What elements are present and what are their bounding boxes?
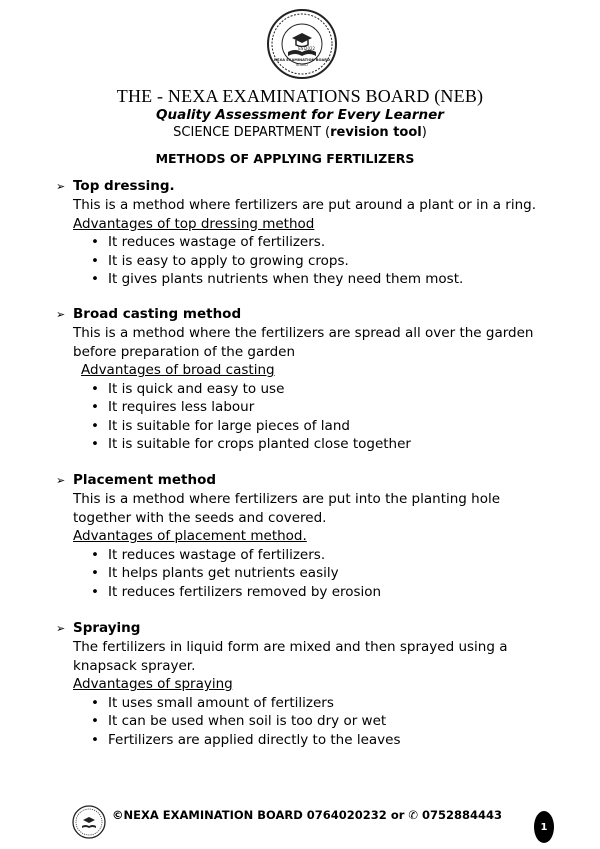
bullet-icon: • <box>91 234 99 250</box>
list-item-text: It is suitable for crops planted close together <box>108 436 411 452</box>
list-item <box>91 564 556 583</box>
section-description: The fertilizers in liquid form are mixed and then sprayed using a knapsack sprayer. <box>73 639 508 674</box>
list-item-text: It requires less labour <box>108 399 255 415</box>
advantages-heading: Advantages of spraying <box>73 676 233 692</box>
bullet-icon: • <box>91 380 99 397</box>
advantages-list <box>91 233 556 289</box>
list-item <box>91 252 556 271</box>
list-item-text: It reduces wastage of fertilizers. <box>108 234 326 250</box>
arrow-bullet-icon: ➢ <box>56 622 66 635</box>
list-item-text: It uses small amount of fertilizers <box>108 694 334 711</box>
list-item-text: It gives plants nutrients when they need them most. <box>108 271 464 287</box>
section-broad-casting <box>56 305 556 454</box>
list-item-text: It is suitable for large pieces of land <box>108 417 350 434</box>
section-placement <box>56 471 556 601</box>
list-item <box>91 731 556 750</box>
advantages-list <box>91 546 556 602</box>
section-heading <box>56 619 556 638</box>
bullet-icon: • <box>91 399 99 415</box>
list-item-text: It is quick and easy to use <box>108 380 285 397</box>
board-seal-logo <box>266 8 338 80</box>
list-item <box>91 712 556 731</box>
list-item <box>91 233 556 252</box>
bullet-icon: • <box>91 713 99 729</box>
advantages-heading: Advantages of broad casting <box>81 362 275 378</box>
department-suffix: ) <box>421 125 427 140</box>
section-heading <box>56 305 556 324</box>
bullet-icon: • <box>91 271 99 287</box>
document-title: METHODS OF APPLYING FERTILIZERS <box>155 151 415 166</box>
bullet-icon: • <box>91 694 99 711</box>
section-spraying <box>56 619 556 749</box>
arrow-bullet-icon: ➢ <box>56 308 66 321</box>
department-prefix: SCIENCE DEPARTMENT ( <box>173 125 331 140</box>
list-item-text: Fertilizers are applied directly to the leaves <box>108 731 401 748</box>
seal-year-text: 2022 <box>304 46 316 51</box>
footer-copyright: ©NEXA EXAMINATION BOARD 0764020232 or ✆ 0752884443 <box>112 808 503 822</box>
bullet-icon: • <box>91 417 99 434</box>
advantages-list <box>91 380 556 454</box>
list-item <box>91 583 556 602</box>
section-description: This is a method where fertilizers are put around a plant or in a ring. <box>73 197 536 213</box>
list-item <box>91 380 556 399</box>
seal-sub-text: BOARD <box>296 63 308 67</box>
tagline: Quality Assessment for Every Learner <box>156 107 444 123</box>
board-title: THE - NEXA EXAMINATIONS BOARD (NEB) <box>116 86 484 106</box>
page-number-badge: 1 <box>534 811 554 843</box>
section-heading <box>56 471 556 490</box>
advantages-list <box>91 694 556 750</box>
list-item-text: It reduces fertilizers removed by erosion <box>108 583 382 600</box>
section-heading-text: Spraying <box>73 620 141 636</box>
section-heading <box>56 177 556 196</box>
list-item <box>91 398 556 417</box>
bullet-icon: • <box>91 546 99 563</box>
seal-name-text: NEXA EXAMINATION BOARD <box>273 58 331 62</box>
arrow-bullet-icon: ➢ <box>56 180 66 193</box>
section-heading-text: Top dressing. <box>73 178 175 194</box>
bullet-icon: • <box>91 583 99 600</box>
section-description: This is a method where fertilizers are put into the planting hole together with the seeds and covered. <box>73 491 501 526</box>
footer-seal-logo <box>72 805 106 839</box>
list-item <box>91 546 556 565</box>
section-top-dressing <box>56 177 556 289</box>
list-item <box>91 417 556 436</box>
section-heading-text: Placement method <box>73 472 217 488</box>
list-item-text: It reduces wastage of fertilizers. <box>108 546 326 563</box>
arrow-bullet-icon: ➢ <box>56 474 66 487</box>
section-heading-text: Broad casting method <box>73 306 242 322</box>
list-item-text: It is easy to apply to growing crops. <box>108 252 349 269</box>
bullet-icon: • <box>91 565 99 581</box>
list-item-text: It helps plants get nutrients easily <box>108 565 339 581</box>
list-item <box>91 694 556 713</box>
advantages-heading: Advantages of top dressing method <box>73 215 315 232</box>
bullet-icon: • <box>91 252 99 269</box>
department-bold: revision tool <box>330 125 422 140</box>
department-line <box>0 125 600 140</box>
bullet-icon: • <box>91 436 99 452</box>
seal-est-text: EST <box>298 46 306 51</box>
list-item <box>91 270 556 289</box>
list-item-text: It can be used when soil is too dry or wet <box>108 713 387 729</box>
section-description: This is a method where the fertilizers are spread all over the garden before preparation of the garden <box>73 325 534 360</box>
list-item <box>91 435 556 454</box>
bullet-icon: • <box>91 731 99 748</box>
advantages-heading: Advantages of placement method. <box>73 528 307 544</box>
